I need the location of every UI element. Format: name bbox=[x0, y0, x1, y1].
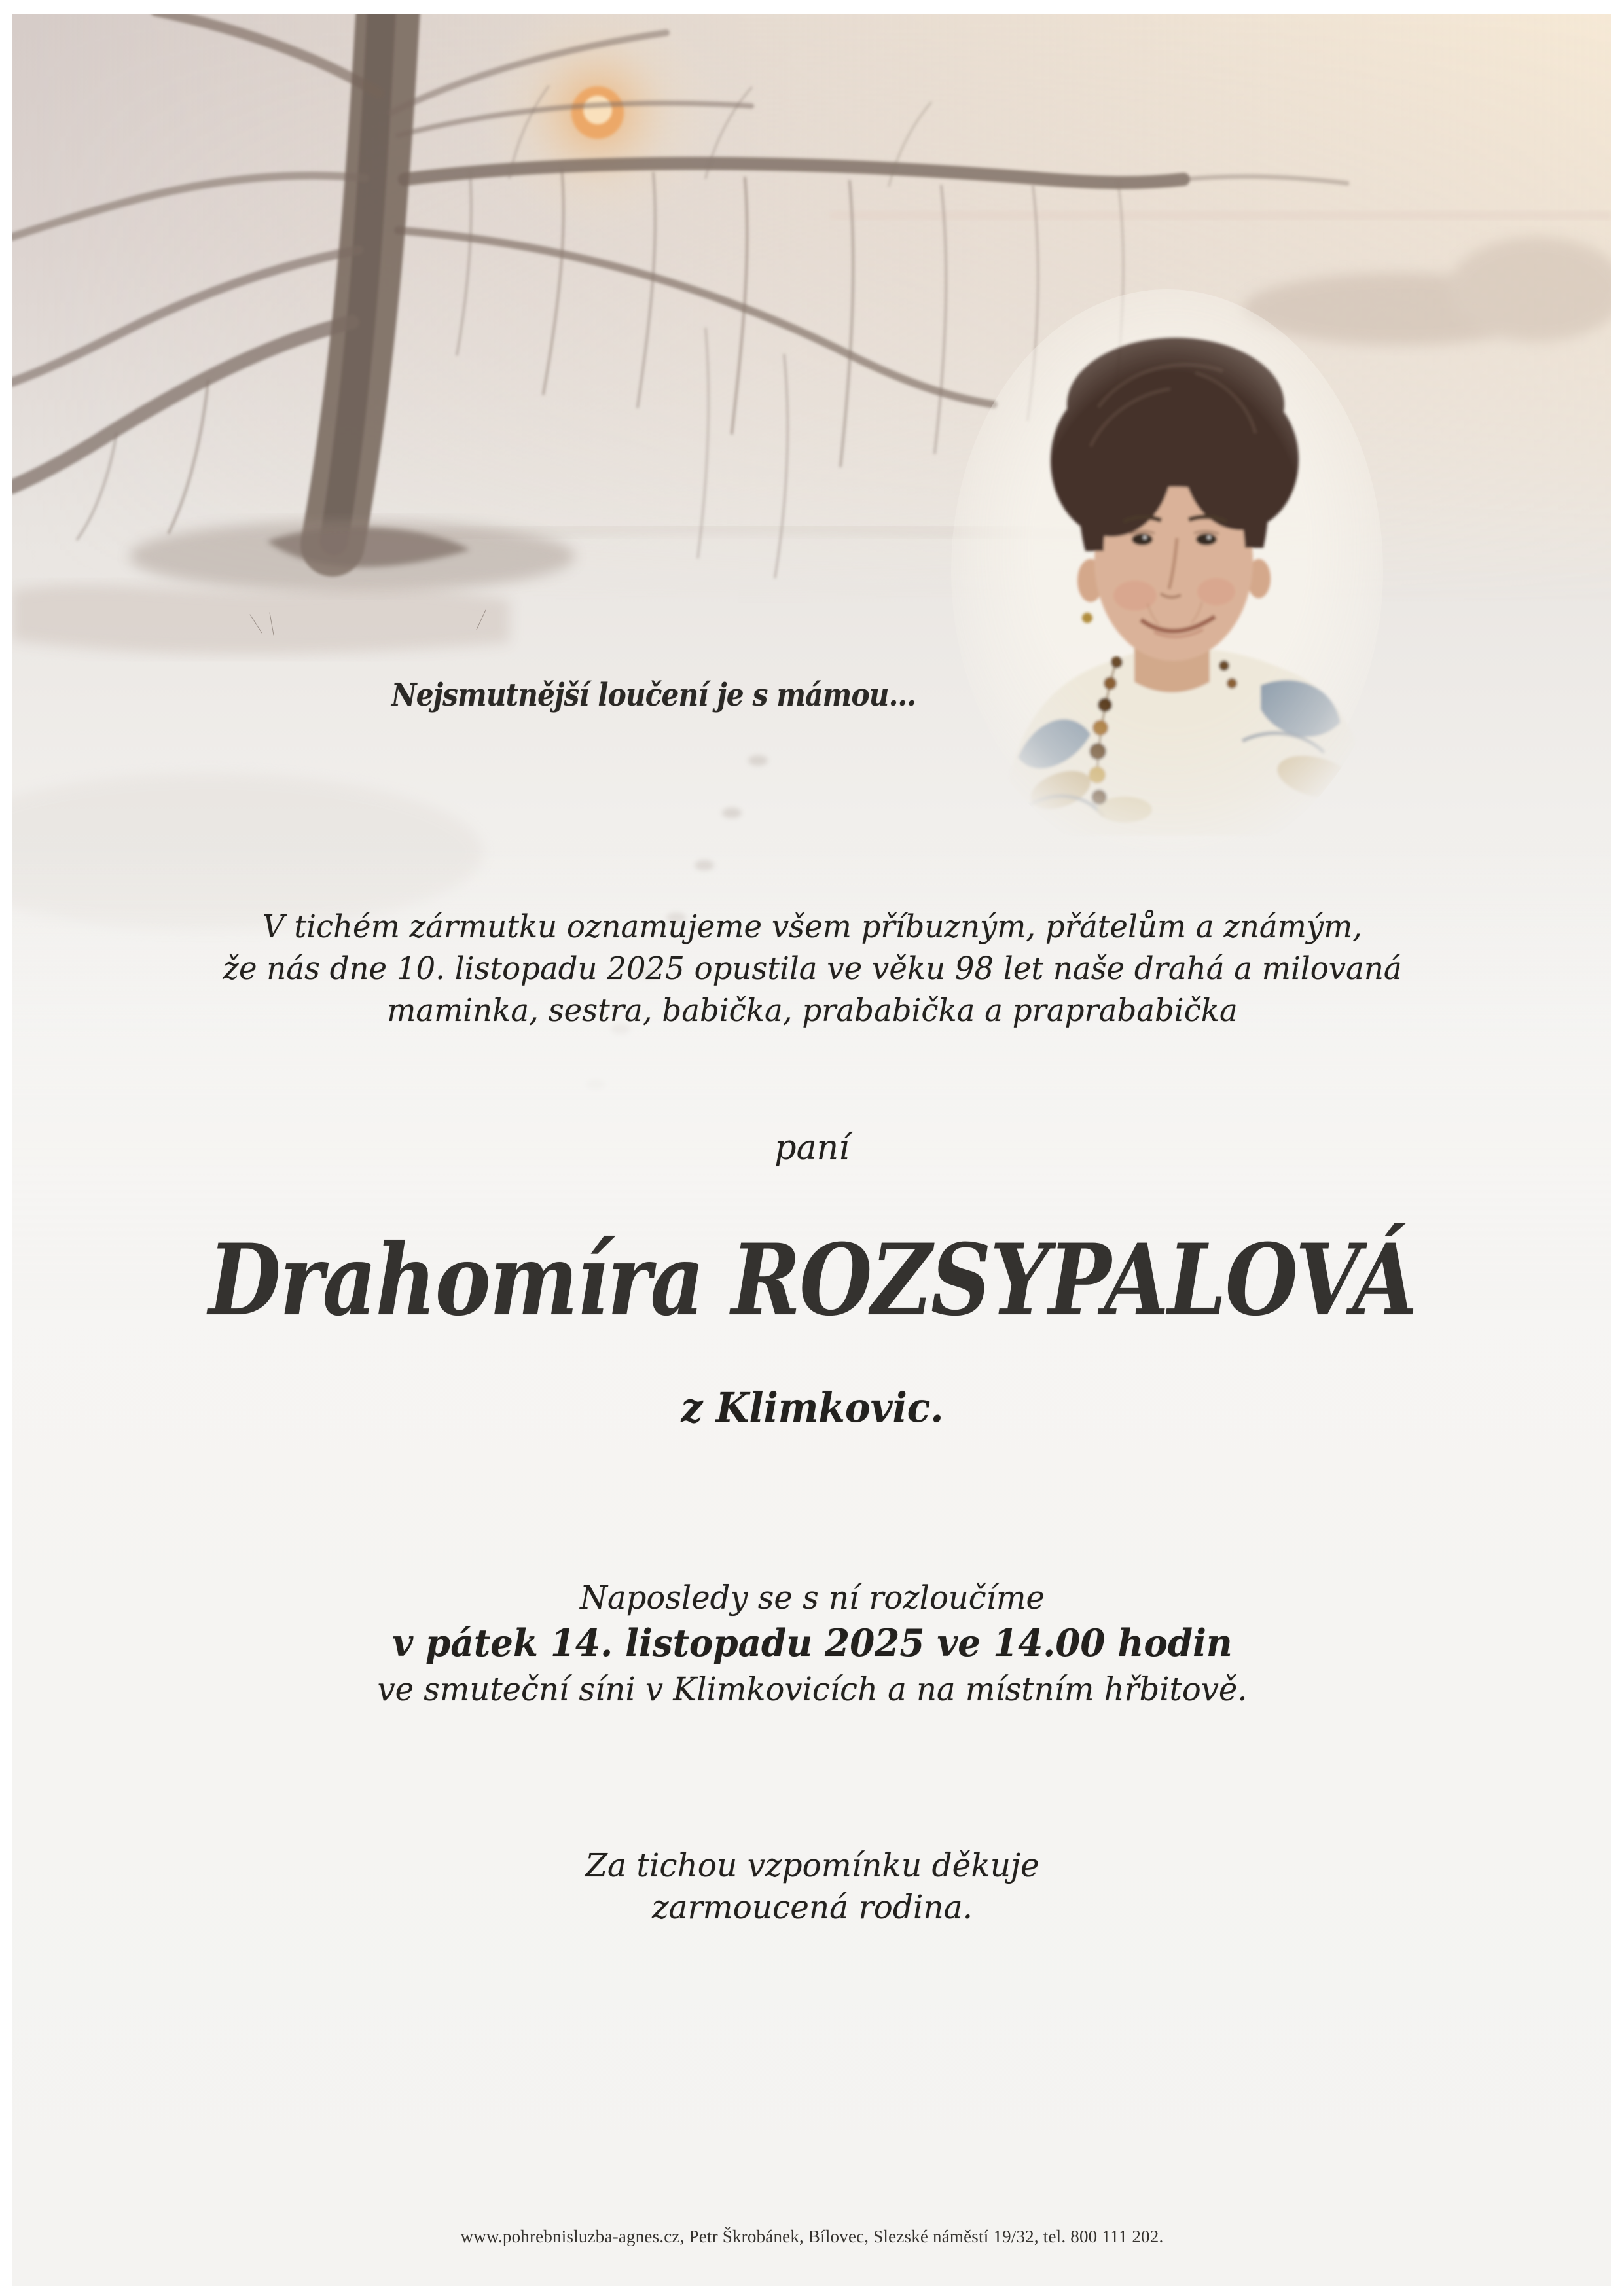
farewell-line: ve smuteční síni v Klimkovicích a na místním hřbitově. bbox=[376, 1670, 1248, 1708]
origin-text: z Klimkovic. bbox=[680, 1384, 944, 1431]
thanks-line: zarmoucená rodina. bbox=[651, 1888, 973, 1926]
farewell-datetime: v pátek 14. listopadu 2025 ve 14.00 hodin bbox=[391, 1621, 1233, 1665]
announcement-text bbox=[223, 906, 1401, 1031]
thanks-text bbox=[585, 1844, 1039, 1928]
farewell-info bbox=[377, 1575, 1247, 1712]
honorific: paní bbox=[774, 1128, 850, 1168]
thanks-line: Za tichou vzpomínku děkuje bbox=[585, 1846, 1039, 1884]
deceased-name: Drahomíra ROZSYPALOVÁ bbox=[208, 1223, 1416, 1338]
announcement-line: maminka, sestra, babička, prababička a praprababička bbox=[386, 992, 1238, 1029]
announcement-line: V tichém zármutku oznamujeme všem příbuzným, přátelům a známým, bbox=[262, 908, 1362, 945]
footer-contact: www.pohrebnisluzba-agnes.cz, Petr Škrobánek, Bílovec, Slezské náměstí 19/32, tel. 800 111 202. bbox=[460, 2227, 1164, 2246]
announcement-line: že nás dne 10. listopadu 2025 opustila ve věku 98 let naše drahá a milovaná bbox=[222, 950, 1402, 987]
memorial-quote: Nejsmutnější loučení je s mámou... bbox=[391, 677, 916, 713]
farewell-line: Naposledy se s ní rozloučíme bbox=[579, 1579, 1045, 1617]
